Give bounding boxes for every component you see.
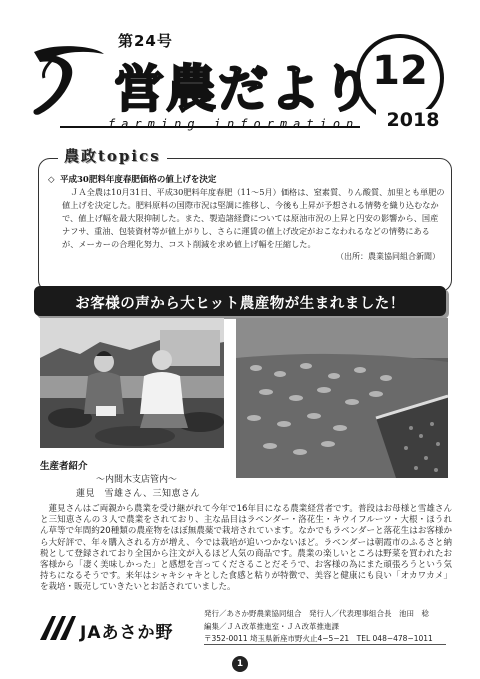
topics-content: [48, 174, 446, 263]
issue-number: 第24号: [118, 32, 173, 50]
footer-rule: [204, 644, 446, 645]
diamond-bullet-icon: ◇: [48, 175, 55, 185]
footer-publisher: 発行／あさか野農業協同組合 発行人／代表理事組合長 池田 稔: [204, 609, 429, 618]
newsletter-title-wrap: [112, 50, 362, 120]
issue-year: 2018: [376, 109, 450, 131]
ja-logo-icon: [38, 614, 78, 642]
topics-heading: 農政topics: [58, 145, 167, 166]
issue-month: 12: [372, 48, 428, 94]
footer-org-name: JAあさか野: [80, 623, 174, 643]
producer-photo: [40, 318, 224, 448]
newsletter-title: 営農だより: [114, 60, 362, 116]
topic-body: ＪＡ全農は10月31日、平成30肥料年度春肥（11～5月）価格は、窒素質、りん酸質、加里とも単肥の値上げを決定した。肥料原料の国際市況は堅調に推移し、今後も上昇が予想される情勢を織り込むなかで、値上げ幅を最大限抑制した。また、製造諸経費については原油市況の上昇と円安の影響から、国産ナフサ、重油、包装資材等が値上がりし、さらに運賃の値上げ改定がおこなわれるなどの情勢にあるが、メーカーの合理化努力、コスト削減を求め値上げ幅を圧縮した。: [62, 187, 445, 249]
topic-source: （出所：農業協同組合新聞）: [336, 252, 440, 261]
footer: [34, 606, 446, 652]
newsletter-logo-icon: [26, 42, 110, 122]
masthead: [0, 0, 480, 140]
page-number: 1: [232, 656, 248, 672]
article-body: 蓮見さんはご両親から農業を受け継がれて今年で16年目になる農業経営者です。普段はお母様と雪雄さんと三知恵さんの３人で農業をされており、主な品目はラベンダー・洛花生・キウイフルーツ・大根・ほうれん草等で年間約20種類の農産物をほぼ無農薬で栽培されています。なかでもラベンダーと落花生はお客様から大好評で、年々購入される方が増え、今では栽培が追いつかないほど。ラベンダーは朝霞市のふるさと納税として登録されており全国から注文が入るほど人気の商品です。農業の楽しいところは野菜を買われたお客様から「凄く美味しかった」と感想を言ってくださることだそうで、お客様の為にまた頑張ろうという気持ちになるそうです。来年はシャキシャキとした食感と粘りが特徴で、美容と健康にも良い「オカワカメ」を栽培・販売していきたいとお話されていました。: [40, 504, 452, 593]
producer-heading: 生産者紹介: [40, 461, 88, 472]
headline-text: お客様の声から大ヒット農産物が生まれました！: [75, 296, 405, 312]
footer-editor: 編集／ＪＡ改革推進室・ＪＡ改革推進課: [204, 621, 339, 631]
headline-banner: [34, 286, 446, 316]
footer-info: [204, 608, 433, 646]
producer-names: 蓮見 雪雄さん、三知恵さん: [76, 489, 201, 499]
footer-address: 〒352-0011 埼玉県新座市野火止4−5−21 TEL 048−478−1011: [204, 634, 433, 643]
producer-branch: ～内間木支店管内～: [96, 475, 178, 485]
peanut-field-photo: [236, 318, 448, 478]
topic-title-row: [48, 174, 446, 186]
newsletter-subtitle: farming information: [108, 117, 360, 131]
topic-title: 平成30肥料年度春肥価格の値上げを決定: [60, 175, 217, 185]
